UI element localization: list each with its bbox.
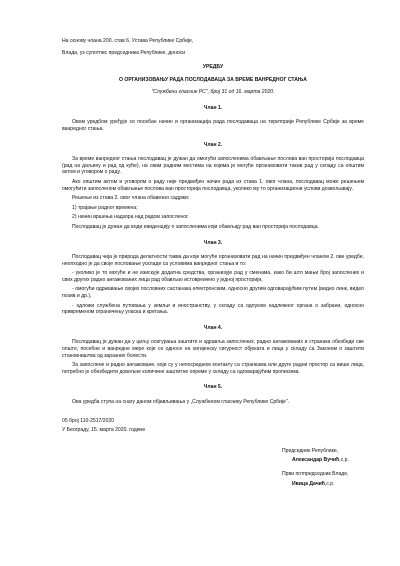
document-number: 05 број 110-2517/2020 (62, 417, 115, 424)
article-paragraph: Решење из става 2. овог члана обавезно садржи: (72, 195, 190, 202)
article-heading: Члан 1. (203, 104, 223, 111)
signed-marker: ,с.р. (339, 457, 349, 464)
gazette-reference: "Службени гласник РС", број 31 од 16. марта 2020. (151, 89, 275, 96)
document-subject: О ОРГАНИЗОВАЊУ РАДА ПОСЛОДАВАЦА ЗА ВРЕМЕ ВАНРЕДНОГ СТАЊА (119, 76, 307, 83)
list-item: - омогући одржавање својих пословних састанака електронским, односно другим одговарајућим путем (видео линк, видео позив и др.), (62, 286, 364, 300)
signatory-name-text: Ивица Дачић (292, 480, 325, 487)
signatory-name-text: Александар Вучић (292, 457, 340, 464)
article-paragraph: Ова уредба ступа на снагу даном објављивања у „Службеном гласнику Републике Србије”. (72, 399, 290, 405)
article-1 (62, 105, 364, 133)
article-5 (62, 384, 364, 405)
article-4 (62, 325, 364, 376)
list-item: - уколико је то могуће и не изискује додатна средства, организује рад у сменама, како би што мањи број запослених и свих других радно ангажованих лица рад обављао истовремено у једној просторији, (62, 270, 364, 283)
signatory-name (282, 481, 364, 488)
list-item: 2) начин вршења надзора над радом запосленог. (72, 214, 189, 221)
preamble-line: Влада, уз супотпис председника Републике, доноси (62, 49, 186, 56)
article-heading: Члан 5. (203, 384, 223, 391)
list-item: 1) трајање радног времена; (72, 204, 138, 211)
article-paragraph: За време ванредног стања послодавац је дужан да омогући запосленима обављање послова ван просторија послодавца (рад на даљину и рад од куће), на свим радним местима на којима је могуће организовати такав рад у складу са општим актом и уговором о раду. (62, 156, 364, 176)
signatory-role: Председник Републике, (282, 447, 339, 454)
preamble-line: На основу члана 200. став 6. Устава Републике Србије, (62, 38, 194, 44)
article-paragraph: За запослене и радно ангажоване, који су у непосредном контакту са странкама или друге радни простор са више лица, потребно је обезбедити довољне количине заштитне опреме у складу са одговарајућим прописима. (62, 362, 364, 375)
article-3 (62, 240, 364, 316)
place-and-date: У Београду, 15. марта 2020. године (62, 427, 146, 434)
article-paragraph: Овом уредбом уређује се посебан начин и организација рада послодаваца на територији Републике Србије за време ванредног стања. (62, 119, 364, 132)
article-2 (62, 142, 364, 231)
article-heading: Члан 4. (203, 324, 223, 331)
list-item: - одложи службена путовања у земљи и иностранству, у складу са одлуком надлежног органа о забрани, односно привременом ограничењу уласка и кретања. (62, 302, 364, 316)
article-paragraph: Послодавац је дужан да води евиденцију о запосленима који обављају рад ван просторија послодавца. (72, 223, 319, 230)
article-heading: Члан 3. (203, 239, 223, 246)
article-paragraph: Послодавац је дужан да у циљу осигурања заштите и здравља запослених, радно ангажованих и странака обезбеди све опште, посебне и ванредне мере које се односе на хигијенску сигурност објеката и лица у складу са Законом о заштити становништва од заразних болести. (62, 339, 364, 359)
preamble (62, 38, 364, 56)
article-paragraph: Послодавац чија је природа делатности таква да које могуће организовати рад на начин предвиђен чланом 2. ове уредбе, неопходно је да своје пословање ускладе са условима ванредног стања и то: (62, 254, 364, 267)
signature-block (282, 471, 364, 487)
signature-block (282, 448, 364, 464)
article-paragraph: Ако општим актом и уговором о раду није предвиђен начин рада из става 1. овог члана, послодавац може решењем омогућити запосленом обављање послова ван просторија послодавца, уколико му то организациони услови дозвољавају. (62, 178, 364, 192)
document-footer (62, 418, 364, 434)
document-title: УРЕДБУ (202, 64, 224, 71)
signatory-role: Први потпредседник Владе, (282, 470, 349, 477)
signature-section (62, 448, 364, 487)
article-heading: Члан 2. (203, 141, 223, 148)
signatory-name (282, 457, 364, 464)
signed-marker: ,с.р. (324, 480, 335, 487)
